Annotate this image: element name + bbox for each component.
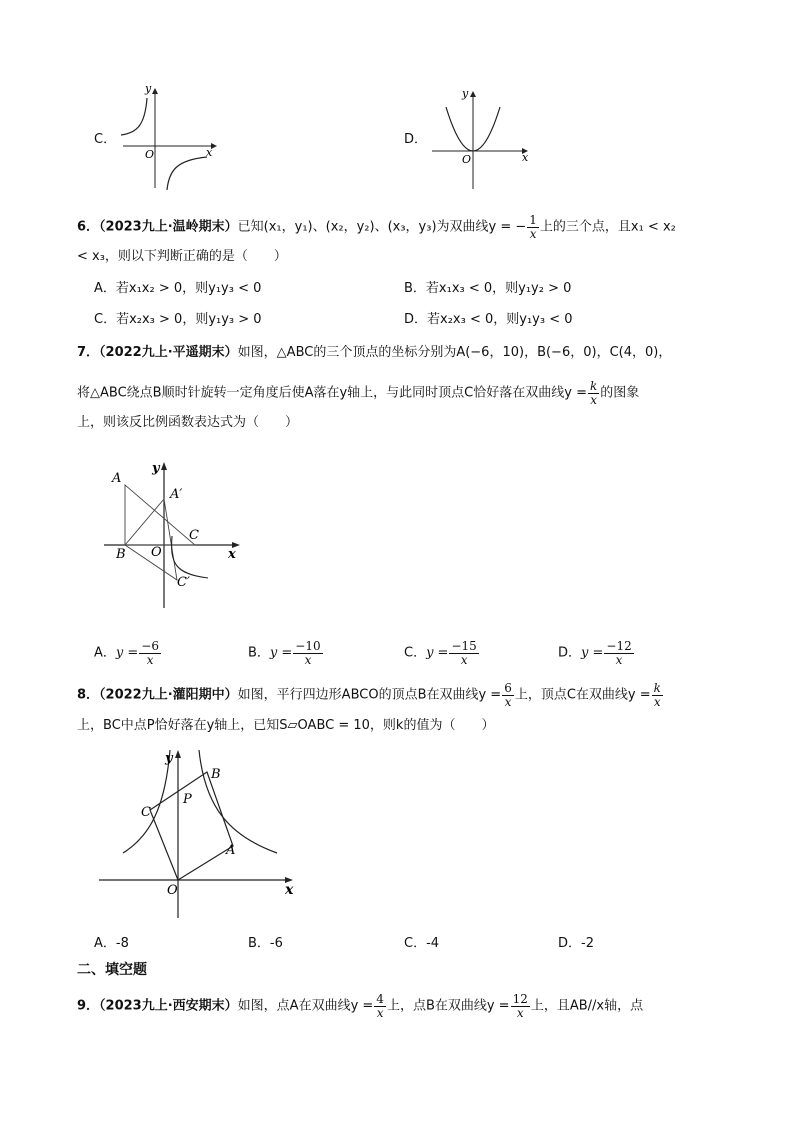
label-p: P <box>183 792 192 807</box>
question-7-line-2 <box>77 380 639 406</box>
q6-option-d: D．若x₂x₃ < 0，则y₁y₃ < 0 <box>404 312 573 327</box>
y-axis-label: y <box>165 751 173 766</box>
y-axis-label: y <box>145 82 152 95</box>
y-axis-arrow <box>152 88 158 94</box>
question-stem: 如图，△ABC的三个顶点的坐标分别为A(−6，10)，B(−6，0)，C(4，0)， <box>237 345 672 360</box>
label-b: B <box>211 767 221 782</box>
q8-option-b: B．-6 <box>248 936 283 951</box>
label-o: O <box>167 883 178 898</box>
y-axis-arrow <box>161 462 167 470</box>
question-number: 9． <box>77 998 100 1014</box>
x-axis-label: x <box>228 547 236 562</box>
y-axis-arrow <box>470 91 476 97</box>
question-stem-cont: 的图象 <box>600 385 640 401</box>
label-a: A <box>112 471 122 486</box>
q7-option-a: A．y = $\frac{-6}{x}$ <box>94 639 159 667</box>
question-stem-cont: 上，点B在双曲线y = <box>386 998 510 1014</box>
question-8-line-2: 上，BC中点P恰好落在y轴上，已知S▱OABC = 10，则k的值为（ ） <box>77 718 495 733</box>
option-c-hyperbola-graph <box>115 80 225 192</box>
parallelogram-abco <box>150 772 236 880</box>
question-stem: 已知(x₁，y₁)、(x₂，y₂)、(x₃，y₃)为双曲线y = − <box>237 219 527 235</box>
question-8-line-1 <box>77 682 664 708</box>
option-d-parabola-graph <box>426 85 541 193</box>
label-o: O <box>151 545 162 560</box>
y-axis-label: y <box>462 87 469 100</box>
label-c: C <box>189 528 199 543</box>
q7-option-c: C．y = $\frac{-15}{x}$ <box>404 639 477 667</box>
label-a-prime: A′ <box>170 487 183 502</box>
question-7-line-1 <box>77 346 671 359</box>
question-source: （2023九上·温岭期末） <box>99 219 238 235</box>
curve-fourth-quadrant <box>167 157 207 190</box>
question-number: 6． <box>77 219 100 235</box>
q8-figure <box>95 748 310 923</box>
fraction: $\frac{k}{x}$ <box>589 379 598 407</box>
question-stem: 如图，点A在双曲线y = <box>237 998 374 1014</box>
triangle-a-prime-b-c-prime <box>125 499 177 580</box>
question-6-line-1 <box>77 214 676 240</box>
question-source: （2022九上·平遥期末） <box>99 345 238 360</box>
question-stem: 如图，平行四边形ABCO的顶点B在双曲线y = <box>237 687 502 703</box>
fraction: $\frac{12}{x}$ <box>512 992 528 1020</box>
fraction: $\frac{1}{x}$ <box>529 213 537 241</box>
question-stem-cont: 将△ABC绕点B顺时针旋转一定角度后使A落在y轴上，与此同时顶点C恰好落在双曲线y = <box>77 385 587 401</box>
option-c-label: C． <box>94 132 117 147</box>
question-7-line-3: 上，则该反比例函数表达式为（ ） <box>77 415 299 430</box>
y-axis-arrow <box>175 750 181 758</box>
q8-option-d: D．-2 <box>558 936 594 951</box>
label-c: C <box>141 805 151 820</box>
origin-label: O <box>145 148 155 161</box>
label-a: A <box>226 843 236 858</box>
question-source: （2023九上·西安期末） <box>99 998 238 1014</box>
question-number: 8． <box>77 687 100 703</box>
q7-figure <box>100 458 250 613</box>
q6-option-c: C．若x₂x₃ > 0，则y₁y₃ > 0 <box>94 312 262 327</box>
q8-option-a: A．-8 <box>94 936 129 951</box>
hyperbola-right-branch <box>199 750 277 853</box>
question-stem-cont: 上，顶点C在双曲线y = <box>514 687 651 703</box>
q7-option-d: D．y = $\frac{-12}{x}$ <box>558 639 632 667</box>
q7-option-b: B．y = $\frac{-10}{x}$ <box>248 639 321 667</box>
q8-option-c: C．-4 <box>404 936 440 951</box>
label-b: B <box>116 547 126 562</box>
option-d-label: D． <box>404 132 428 147</box>
y-axis-label: y <box>152 461 160 476</box>
origin-label: O <box>462 153 472 166</box>
fraction: $\frac{k}{x}$ <box>653 681 661 709</box>
question-stem-cont: 上的三个点，且x₁ < x₂ <box>539 219 676 235</box>
question-number: 7． <box>77 345 100 360</box>
q6-option-b: B．若x₁x₃ < 0，则y₁y₂ > 0 <box>404 281 572 296</box>
question-source: （2022九上·灌阳期中） <box>99 687 238 703</box>
curve-second-quadrant <box>121 98 147 135</box>
question-6-line-2: < x₃，则以下判断正确的是（ ） <box>77 249 287 264</box>
fraction: $\frac{4}{x}$ <box>376 992 384 1020</box>
section-2-title: 二、填空题 <box>77 962 147 978</box>
x-axis-label: x <box>285 882 294 898</box>
fraction: $\frac{6}{x}$ <box>504 681 512 709</box>
x-axis-label: x <box>522 151 529 164</box>
x-axis-label: x <box>206 146 213 159</box>
q6-option-a: A．若x₁x₂ > 0，则y₁y₃ < 0 <box>94 281 262 296</box>
label-c-prime: C′ <box>177 575 190 590</box>
triangle-abc <box>125 485 195 545</box>
question-9-line-1 <box>77 993 643 1019</box>
question-stem-cont: 上，且AB//x轴，点 <box>530 998 644 1014</box>
